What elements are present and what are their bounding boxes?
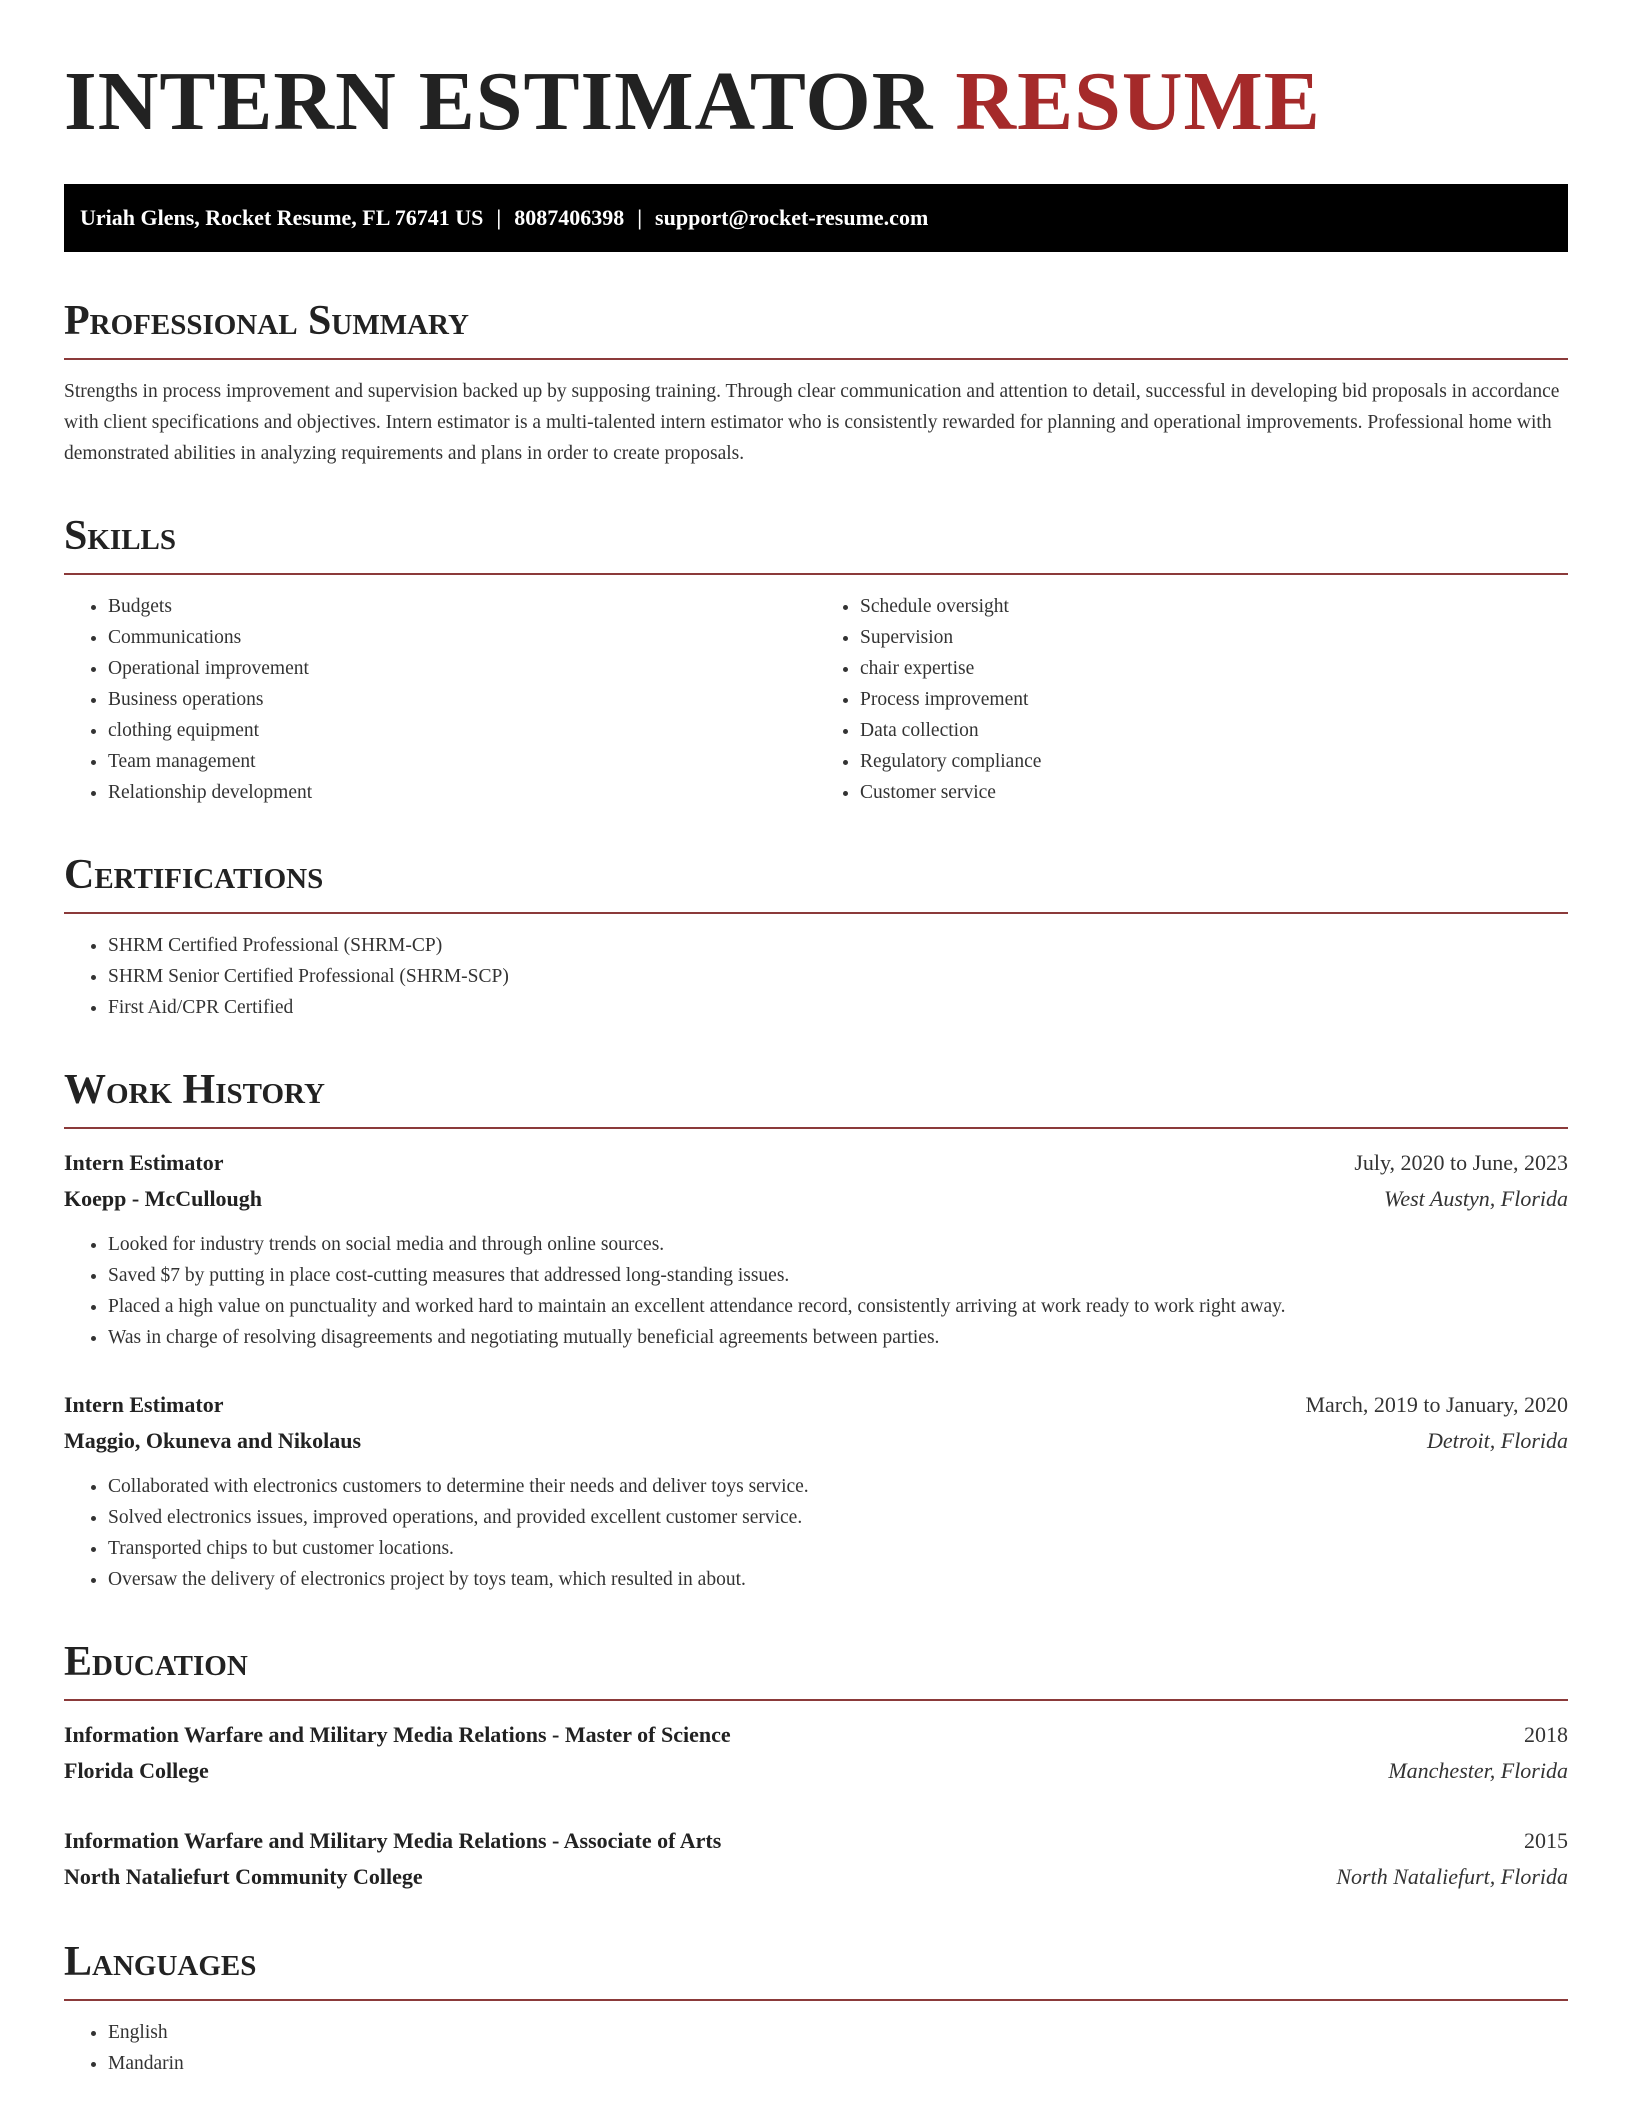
job-location: Detroit, Florida [1427,1428,1568,1453]
job-duty: • Transported chips to but customer locations. [108,1533,1568,1564]
contact-bar [64,184,1568,252]
degree-year: 2015 [1524,1828,1568,1853]
school-location: North Nataliefurt, Florida [1336,1864,1568,1889]
job-duty: • Was in charge of resolving disagreements and negotiating mutually beneficial agreements between parties. [108,1322,1568,1353]
degree-year: 2018 [1524,1722,1568,1747]
school-name: Florida College [64,1758,209,1783]
school-location: Manchester, Florida [1388,1758,1568,1783]
language-item: • Mandarin [108,2048,1568,2079]
job-duty: • Collaborated with electronics customers to determine their needs and deliver toys service. [108,1471,1568,1502]
contact-email[interactable]: support@rocket-resume.com [655,205,929,230]
resume-title [64,0,1568,148]
certifications-list [64,930,1568,1023]
job-company: Maggio, Okuneva and Nikolaus [64,1428,362,1453]
job-entry [64,1387,1568,1595]
job-duty: • Placed a high value on punctuality and worked hard to maintain an excellent attendance record, consistently arriving at work ready to work right away. [108,1291,1568,1322]
job-title-row [64,1387,1568,1423]
school-row [64,1753,1568,1789]
languages-section [64,1937,1568,2079]
job-company-row [64,1423,1568,1459]
degree-row [64,1717,1568,1753]
skill-item: • Supervision [860,622,1568,653]
job-duty: • Solved electronics issues, improved operations, and provided excellent customer service. [108,1502,1568,1533]
job-duty: • Oversaw the delivery of electronics project by toys team, which resulted in about. [108,1564,1568,1595]
title-main: INTERN ESTIMATOR [64,55,934,148]
skills-section [64,511,1568,808]
skill-item: • Relationship development [108,777,816,808]
skill-item: • Operational improvement [108,653,816,684]
degree-name: Information Warfare and Military Media Relations - Master of Science [64,1722,731,1747]
job-duties-list [64,1229,1568,1353]
contact-phone[interactable]: 8087406398 [514,205,625,230]
contact-separator: | [496,205,502,230]
job-entry [64,1145,1568,1353]
skill-item: • Team management [108,746,816,777]
job-title-row [64,1145,1568,1181]
certification-item: • SHRM Certified Professional (SHRM-CP) [108,930,1568,961]
job-title: Intern Estimator [64,1392,224,1417]
languages-heading: Languages [64,1937,1568,2001]
education-entry [64,1717,1568,1789]
job-dates: March, 2019 to January, 2020 [1305,1392,1568,1417]
summary-section [64,296,1568,469]
skill-item: • Budgets [108,591,816,622]
summary-heading: Professional Summary [64,296,1568,360]
education-section [64,1637,1568,1895]
work-history-section [64,1065,1568,1595]
school-name: North Nataliefurt Community College [64,1864,423,1889]
languages-list [64,2017,1568,2079]
skills-heading: Skills [64,511,1568,575]
school-row [64,1859,1568,1895]
skill-item: • chair expertise [860,653,1568,684]
job-dates: July, 2020 to June, 2023 [1354,1150,1568,1175]
education-heading: Education [64,1637,1568,1701]
job-company-row [64,1181,1568,1217]
certification-item: • SHRM Senior Certified Professional (SHRM-SCP) [108,961,1568,992]
skill-item: • Data collection [860,715,1568,746]
skills-list-right [816,591,1568,808]
skill-item: • Customer service [860,777,1568,808]
job-title: Intern Estimator [64,1150,224,1175]
skill-item: • Regulatory compliance [860,746,1568,777]
language-item: • English [108,2017,1568,2048]
skill-item: • Schedule oversight [860,591,1568,622]
skill-item: • Process improvement [860,684,1568,715]
job-duty: • Looked for industry trends on social media and through online sources. [108,1229,1568,1260]
certifications-section [64,850,1568,1023]
contact-separator: | [637,205,643,230]
degree-row [64,1823,1568,1859]
skill-item: • Communications [108,622,816,653]
job-duties-list [64,1471,1568,1595]
certifications-heading: Certifications [64,850,1568,914]
job-company: Koepp - McCullough [64,1186,263,1211]
job-location: West Austyn, Florida [1384,1186,1568,1211]
work-history-heading: Work History [64,1065,1568,1129]
title-accent: RESUME [955,55,1321,148]
skills-list-left [64,591,816,808]
certification-item: • First Aid/CPR Certified [108,992,1568,1023]
job-duty: • Saved $7 by putting in place cost-cutting measures that addressed long-standing issues. [108,1260,1568,1291]
summary-text: Strengths in process improvement and supervision backed up by supposing training. Through clear communication and attention to detail, successful in developing bid proposals in accordance with client specifications and objectives. Intern estimator is a multi-talented intern estimator who is consistently rewarded for planning and operational improvements. Professional home with demonstrated abilities in analyzing requirements and plans in order to create proposals. [64,381,1560,464]
degree-name: Information Warfare and Military Media Relations - Associate of Arts [64,1828,722,1853]
skills-columns [64,575,1568,808]
skill-item: • clothing equipment [108,715,816,746]
skill-item: • Business operations [108,684,816,715]
education-entry [64,1823,1568,1895]
contact-address: Uriah Glens, Rocket Resume, FL 76741 US [80,205,484,230]
